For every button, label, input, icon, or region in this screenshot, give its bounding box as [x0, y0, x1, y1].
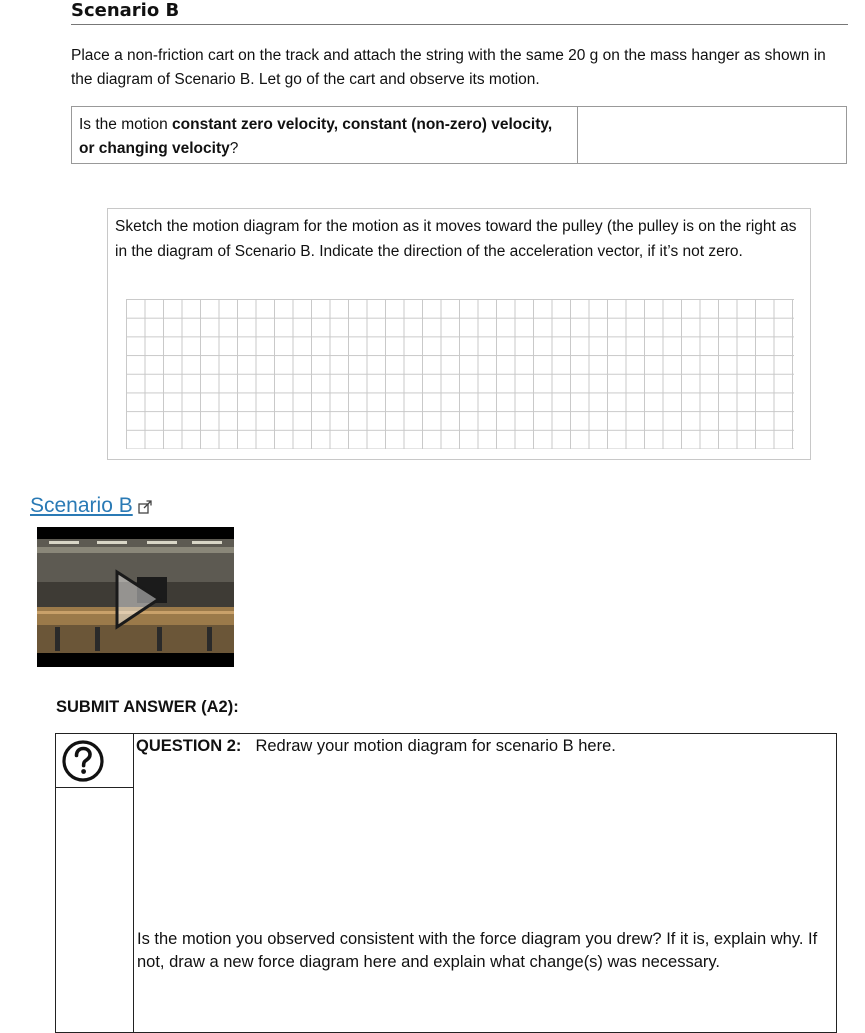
- question-prefix: Is the motion: [79, 116, 173, 133]
- question-suffix: ?: [229, 140, 239, 157]
- icon-row: [56, 734, 133, 788]
- question-cell: [72, 107, 578, 163]
- question-2-followup: Is the motion you observed consistent with the force diagram you drew? If it is, explain why. If not, draw a new force diagram here and explain what change(s) was necessary.: [137, 930, 818, 971]
- external-link-icon: [137, 499, 153, 515]
- question-2: [136, 735, 616, 757]
- question-2-prompt: Redraw your motion diagram for scenario B here.: [255, 737, 616, 755]
- scenario-video-link[interactable]: Scenario B: [30, 494, 133, 517]
- question-circle-icon: [61, 739, 105, 783]
- answer-cell[interactable]: [578, 107, 846, 163]
- video-frame: [37, 527, 234, 667]
- sketch-instructions: Sketch the motion diagram for the motion as it moves toward the pulley (the pulley is on the right as in the diagram of Scenario B. Indicate the direction of the acceleration vector, if it’s not zero.: [115, 218, 797, 260]
- video-thumbnail[interactable]: [37, 527, 234, 667]
- answer-box: [55, 733, 837, 1033]
- answer-area[interactable]: [134, 734, 836, 1032]
- submit-heading: SUBMIT ANSWER (A2):: [56, 698, 239, 716]
- question-table: [71, 106, 847, 164]
- scenario-instructions: Place a non-friction cart on the track and attach the string with the same 20 g on the mass hanger as shown in the diagram of Scenario B. Let go of the cart and observe its motion.: [71, 47, 826, 88]
- sketch-box: [107, 208, 811, 460]
- icon-column: [56, 734, 134, 1032]
- question-options: constant zero velocity, constant (non-zero) velocity, or changing velocity: [79, 116, 553, 157]
- sketch-grid[interactable]: [126, 299, 794, 449]
- question-2-label: QUESTION 2:: [136, 737, 242, 755]
- scenario-title: Scenario B: [71, 0, 848, 25]
